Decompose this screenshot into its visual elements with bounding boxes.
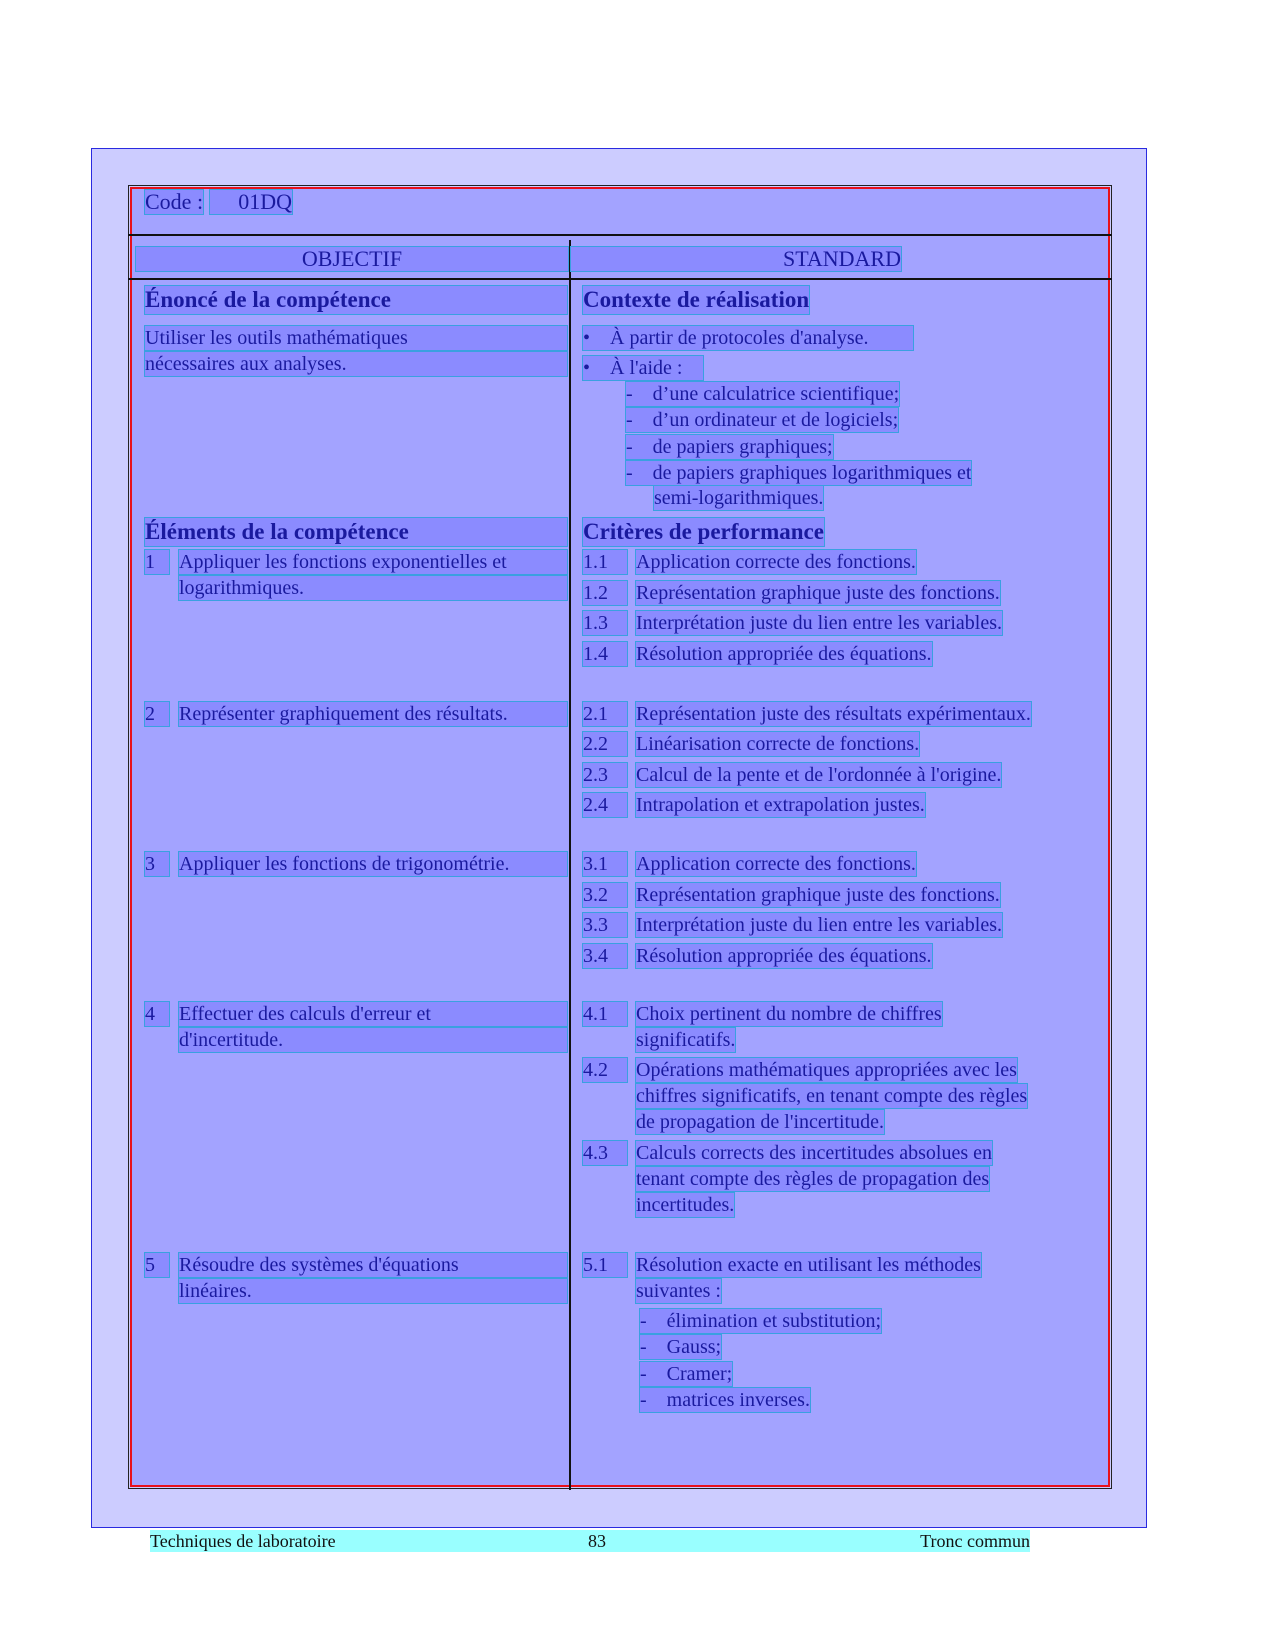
dash-icon: - (640, 1336, 667, 1358)
dash-icon: - (640, 1389, 667, 1411)
contexte-bullet: • À l'aide : (583, 356, 703, 380)
elements-title: Éléments de la compétence (145, 518, 567, 546)
enonce-line: nécessaires aux analyses. (145, 352, 567, 376)
element-text: logarithmiques. (179, 576, 567, 600)
objectif-header: OBJECTIF (136, 247, 568, 271)
critere-text: Résolution appropriée des équations. (636, 643, 932, 665)
footer-right: Tronc commun (920, 1531, 1030, 1551)
contexte-bullet: • À partir de protocoles d'analyse. (583, 326, 913, 350)
header-bottom-rule (128, 278, 1112, 280)
dash-icon: - (640, 1363, 667, 1385)
critere-text: Calcul de la pente et de l'ordonnée à l'origine. (636, 764, 1002, 786)
critere-text: chiffres significatifs, en tenant compte des règles (636, 1085, 1028, 1107)
critere-text: Opérations mathématiques appropriées avec les (636, 1059, 1017, 1081)
critere-number: 1.1 (583, 550, 627, 574)
sub-item: - de papiers graphiques; (626, 436, 833, 458)
element-number: 4 (145, 1002, 169, 1026)
critere-text: Représentation graphique juste des fonctions. (636, 884, 1000, 906)
element-number: 1 (145, 550, 169, 574)
critere-text: Intrapolation et extrapolation justes. (636, 794, 925, 816)
critere-text: Application correcte des fonctions. (636, 551, 916, 573)
column-divider (569, 240, 571, 1490)
critere-number: 2.2 (583, 732, 627, 756)
critere-text: Linéarisation correcte de fonctions. (636, 733, 920, 755)
critere-text: Choix pertinent du nombre de chiffres (636, 1003, 942, 1025)
page-number: 83 (588, 1531, 606, 1551)
critere-number: 4.1 (583, 1002, 627, 1026)
element-text: Résoudre des systèmes d'équations (179, 1253, 567, 1277)
element-number: 2 (145, 702, 169, 726)
page-footer (150, 1530, 1030, 1552)
critere-text: Application correcte des fonctions. (636, 853, 916, 875)
critere-number: 1.2 (583, 581, 627, 605)
method-item: - élimination et substitution; (640, 1310, 882, 1332)
sub-item: - d’un ordinateur et de logiciels; (626, 409, 899, 431)
dash-icon: - (626, 383, 653, 405)
contexte-title: Contexte de réalisation (583, 287, 810, 312)
dash-icon: - (626, 409, 653, 431)
critere-text: Représentation graphique juste des fonctions. (636, 582, 1000, 604)
method-item: - Cramer; (640, 1363, 733, 1385)
critere-number: 2.3 (583, 763, 627, 787)
dash-icon: - (626, 436, 653, 458)
critere-number: 4.3 (583, 1141, 627, 1165)
method-item: - matrices inverses. (640, 1389, 810, 1411)
critere-text: tenant compte des règles de propagation des (636, 1168, 990, 1190)
header-top-rule (128, 234, 1112, 236)
element-text: linéaires. (179, 1279, 567, 1303)
critere-text: Interprétation juste du lien entre les variables. (636, 914, 1002, 936)
critere-number: 3.4 (583, 944, 627, 968)
critere-number: 2.1 (583, 702, 627, 726)
element-text: d'incertitude. (179, 1028, 567, 1052)
element-number: 5 (145, 1253, 169, 1277)
footer-left: Techniques de laboratoire (150, 1531, 336, 1551)
element-text: Effectuer des calculs d'erreur et (179, 1002, 567, 1026)
method-item: - Gauss; (640, 1336, 722, 1358)
critere-text: Calculs corrects des incertitudes absolues en (636, 1142, 992, 1164)
enonce-title: Énoncé de la compétence (145, 286, 567, 314)
critere-text: de propagation de l'incertitude. (636, 1111, 884, 1133)
critere-text: Interprétation juste du lien entre les variables. (636, 612, 1002, 634)
critere-number: 3.3 (583, 913, 627, 937)
bullet-icon: • (583, 357, 611, 379)
critere-text: Représentation juste des résultats expérimentaux. (636, 703, 1031, 725)
criteres-title: Critères de performance (583, 519, 824, 544)
critere-text: Résolution exacte en utilisant les méthodes (636, 1254, 981, 1276)
standard-header: STANDARD (571, 247, 901, 271)
sub-item: - de papiers graphiques logarithmiques et (626, 462, 972, 484)
element-text: Appliquer les fonctions de trigonométrie. (179, 852, 567, 876)
critere-text: suivantes : (636, 1280, 721, 1302)
critere-number: 3.2 (583, 883, 627, 907)
critere-text: Résolution appropriée des équations. (636, 945, 932, 967)
bullet-icon: • (583, 327, 611, 349)
element-number: 3 (145, 852, 169, 876)
code-value: 01DQ (210, 190, 292, 214)
element-text: Appliquer les fonctions exponentielles et (179, 550, 567, 574)
critere-number: 2.4 (583, 793, 627, 817)
dash-icon: - (626, 462, 653, 484)
code-label: Code : (145, 189, 204, 214)
critere-number: 1.3 (583, 611, 627, 635)
enonce-line: Utiliser les outils mathématiques (145, 326, 567, 350)
sub-item-continuation: semi-logarithmiques. (654, 487, 824, 509)
critere-number: 4.2 (583, 1058, 627, 1082)
critere-number: 1.4 (583, 642, 627, 666)
dash-icon: - (640, 1310, 667, 1332)
element-text: Représenter graphiquement des résultats. (179, 702, 567, 726)
critere-number: 3.1 (583, 852, 627, 876)
critere-number: 5.1 (583, 1253, 627, 1277)
sub-item: - d’une calculatrice scientifique; (626, 383, 900, 405)
critere-text: incertitudes. (636, 1194, 735, 1216)
critere-text: significatifs. (636, 1029, 736, 1051)
